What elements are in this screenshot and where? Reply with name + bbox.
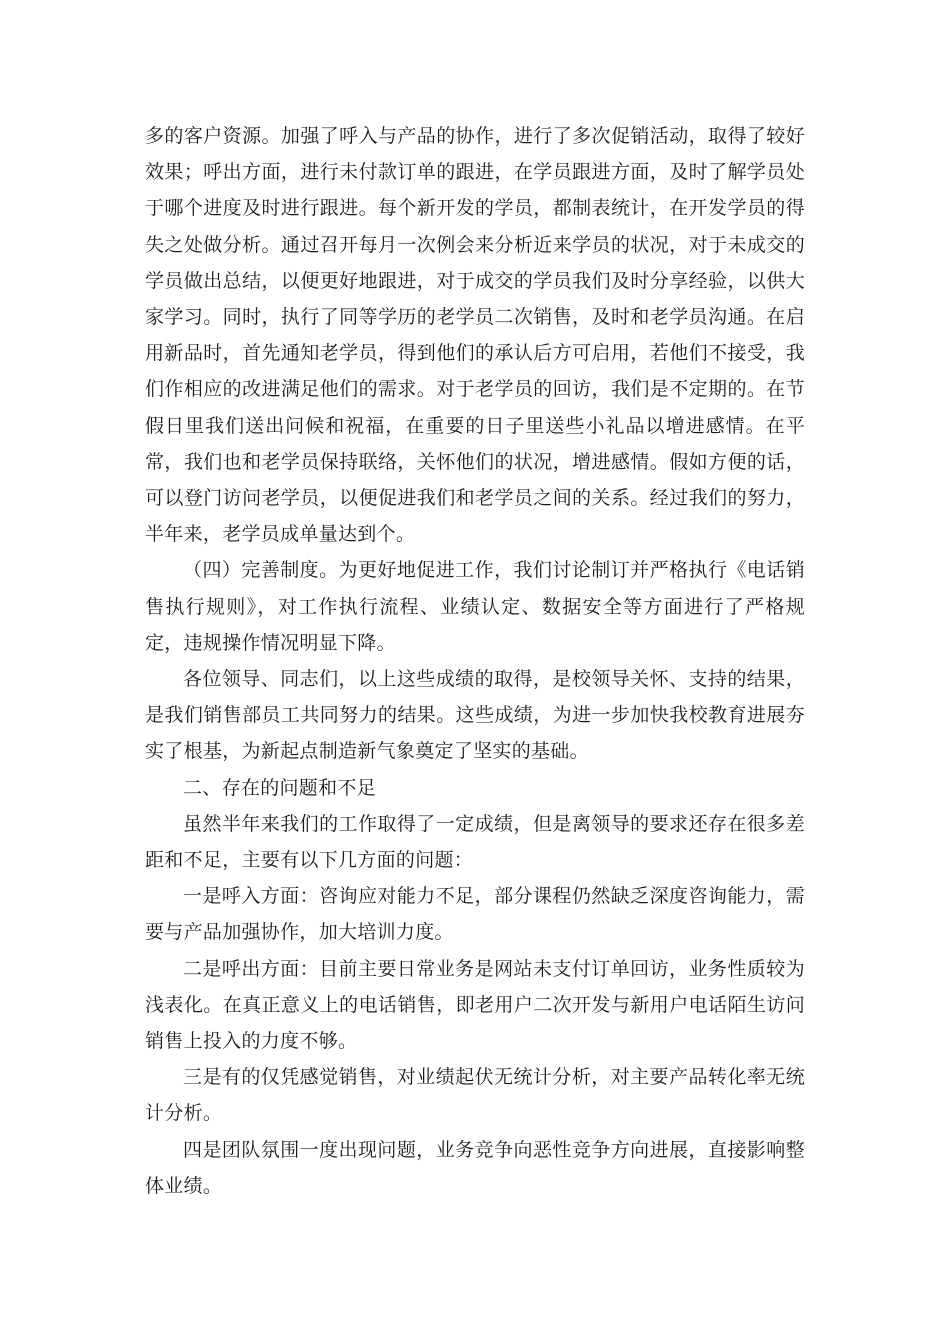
paragraph-problem-analysis: 三是有的仅凭感觉销售，对业绩起伏无统计分析，对主要产品转化率无统计分析。 — [145, 1066, 805, 1125]
document-body — [145, 118, 805, 1204]
paragraph-problem-inbound: 一是呼入方面：咨询应对能力不足，部分课程仍然缺乏深度咨询能力，需要与产品加强协作，加大培训力度。 — [145, 885, 805, 944]
paragraph-problem-team: 四是团队氛围一度出现问题，业务竞争向恶性竞争方向进展，直接影响整体业绩。 — [145, 1138, 805, 1197]
paragraph-achievements: 各位领导、同志们，以上这些成绩的取得，是校领导关怀、支持的结果，是我们销售部员工共同努力的结果。这些成绩，为进一步加快我校教育进展夯实了根基，为新起点制造新气象奠定了坚实的基础。 — [145, 668, 805, 763]
paragraph-improve-system: （四）完善制度。为更好地促进工作，我们讨论制订并严格执行《电话销售执行规则》，对工作执行流程、业绩认定、数据安全等方面进行了严格规定，违规操作情况明显下降。 — [145, 559, 805, 654]
paragraph-problem-outbound: 二是呼出方面：目前主要日常业务是网站未支付订单回访，业务性质较为浅表化。在真正意义上的电话销售，即老用户二次开发与新用户电话陌生访问销售上投入的力度不够。 — [145, 957, 805, 1053]
section-heading-problems: 二、存在的问题和不足 — [183, 776, 377, 799]
paragraph-problems-intro: 虽然半年来我们的工作取得了一定成绩，但是离领导的要求还存在很多差距和不足，主要有以下几方面的问题： — [145, 812, 805, 872]
paragraph-customer-followup: 多的客户资源。加强了呼入与产品的协作，进行了多次促销活动，取得了较好效果；呼出方面，进行未付款订单的跟进，在学员跟进方面，及时了解学员处于哪个进度及时进行跟进。每个新开发的学员，都制表统计，在开发学员的得失之处做分析。通过召开每月一次例会来分析近来学员的状况，对于未成交的学员做出总结，以便更好地跟进，对于成交的学员我们及时分享经验，以供大家学习。同时，执行了同等学历的老学员二次销售，及时和老学员沟通。在启用新品时，首先通知老学员，得到他们的承认后方可启用，若他们不接受，我们作相应的改进满足他们的需求。对于老学员的回访，我们是不定期的。在节假日里我们送出问候和祝福，在重要的日子里送些小礼品以增进感情。在平常，我们也和老学员保持联络，关怀他们的状况，增进感情。假如方便的话，可以登门访问老学员，以便促进我们和老学员之间的关系。经过我们的努力，半年来，老学员成单量达到个。 — [145, 125, 805, 546]
